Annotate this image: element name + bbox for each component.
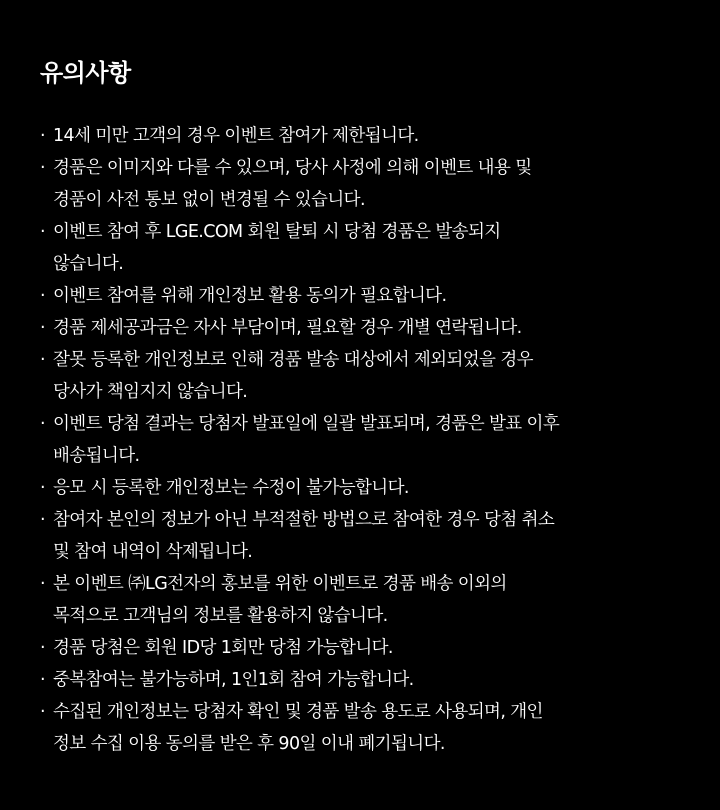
notice-item [40, 632, 680, 664]
notice-item-text: 않습니다. [53, 254, 124, 274]
bullet-icon: · [40, 670, 45, 690]
bullet-icon: · [40, 702, 45, 722]
notice-item [40, 152, 680, 216]
bullet-icon: · [40, 222, 45, 242]
notice-item-text: 목적으로 고객님의 정보를 활용하지 않습니다. [53, 606, 388, 626]
notice-item-text: 경품이 사전 통보 없이 변경될 수 있습니다. [53, 190, 365, 210]
notice-item-text: 당사가 책임지지 않습니다. [53, 382, 248, 402]
notice-item-text: 경품은 이미지와 다를 수 있으며, 당사 사정에 의해 이벤트 내용 및 [53, 158, 532, 178]
notice-item [40, 568, 680, 632]
bullet-icon: · [40, 318, 45, 338]
notice-item-text: 14세 미만 고객의 경우 이벤트 참여가 제한됩니다. [53, 126, 419, 146]
notice-item-text: 이벤트 참여 후 LGE.COM 회원 탈퇴 시 당첨 경품은 발송되지 [53, 222, 501, 242]
bullet-icon: · [40, 158, 45, 178]
notice-item [40, 504, 680, 568]
notice-item-text: 경품 당첨은 회원 ID당 1회만 당첨 가능합니다. [53, 638, 393, 658]
notice-item [40, 280, 680, 312]
notice-item [40, 472, 680, 504]
notice-item [40, 120, 680, 152]
notice-list [40, 120, 680, 760]
notice-item-text: 중복참여는 불가능하며, 1인1회 참여 가능합니다. [53, 670, 414, 690]
notice-item-text: 잘못 등록한 개인정보로 인해 경품 발송 대상에서 제외되었을 경우 [53, 350, 533, 370]
notice-item [40, 664, 680, 696]
notice-item-text: 정보 수집 이용 동의를 받은 후 90일 이내 폐기됩니다. [53, 734, 445, 754]
notice-item-text: 배송됩니다. [53, 446, 140, 466]
bullet-icon: · [40, 286, 45, 306]
bullet-icon: · [40, 478, 45, 498]
notice-item-text: 수집된 개인정보는 당첨자 확인 및 경품 발송 용도로 사용되며, 개인 [53, 702, 543, 722]
notice-item [40, 312, 680, 344]
notice-item-text: 경품 제세공과금은 자사 부담이며, 필요할 경우 개별 연락됩니다. [53, 318, 522, 338]
notice-item [40, 696, 680, 760]
notice-item [40, 216, 680, 280]
notice-item [40, 408, 680, 472]
bullet-icon: · [40, 638, 45, 658]
bullet-icon: · [40, 350, 45, 370]
bullet-icon: · [40, 510, 45, 530]
bullet-icon: · [40, 414, 45, 434]
notice-item-text: 및 참여 내역이 삭제됩니다. [53, 542, 253, 562]
notice-item [40, 344, 680, 408]
notice-item-text: 참여자 본인의 정보가 아닌 부적절한 방법으로 참여한 경우 당첨 취소 [53, 510, 555, 530]
notice-item-text: 이벤트 당첨 결과는 당첨자 발표일에 일괄 발표되며, 경품은 발표 이후 [53, 414, 560, 434]
notice-item-text: 본 이벤트 ㈜LG전자의 홍보를 위한 이벤트로 경품 배송 이외의 [53, 574, 507, 594]
notice-item-text: 응모 시 등록한 개인정보는 수정이 불가능합니다. [53, 478, 409, 498]
notice-item-text: 이벤트 참여를 위해 개인정보 활용 동의가 필요합니다. [53, 286, 447, 306]
bullet-icon: · [40, 126, 45, 146]
notice-title: 유의사항 [40, 59, 131, 87]
bullet-icon: · [40, 574, 45, 594]
